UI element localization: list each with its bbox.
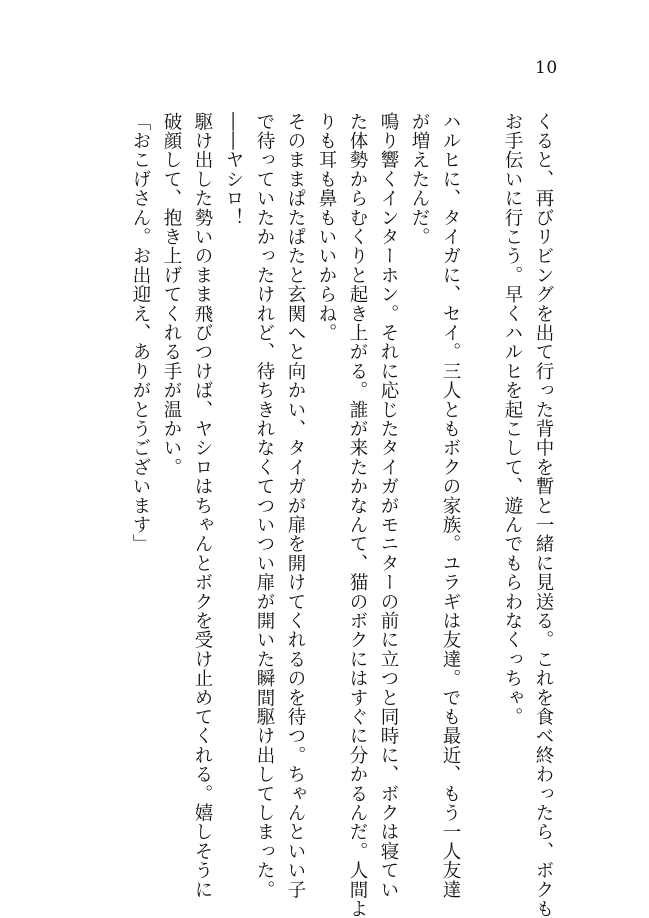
- text-line: た体勢からむくりと起き上がる。誰が来たかなんて、猫のボクにはすぐに分かるんだ。人間よ: [347, 112, 368, 918]
- text-line: [466, 112, 497, 832]
- text-line: 鳴り響くインターホン。それに応じたタイガがモニターの前に立つと同時に、ボクは寝てい: [378, 112, 399, 900]
- text-line: 駆け出した勢いのまま飛びつけば、ヤシロはちゃんとボクを受け止めてくれる。嬉しそうに: [192, 112, 213, 900]
- text-line: 「おこげさん。お出迎え、ありがとうございます」: [130, 112, 151, 554]
- text-line: で待っていたかったけれど、待ちきれなくてついつい扉が開いた瞬間駆け出してしまった。: [254, 112, 275, 900]
- text-line: お手伝いに行こう。早くハルヒを起こして、遊んでもらわなくっちゃ。: [502, 112, 523, 727]
- text-line: が増えたんだ。: [409, 112, 430, 247]
- text-line: ハルヒに、タイガに、セイ。三人ともボクの家族。ユラギは友達。でも最近、もう一人友達: [440, 112, 461, 900]
- text-line: りも耳も鼻もいいからね。: [316, 112, 337, 343]
- body-text: [39, 112, 559, 918]
- text-line: そのままぱたぱたと玄関へと向かい、タイガが扉を開けてくれるのを待つ。ちゃんといい子: [285, 112, 306, 900]
- text-line: ――ヤシロ！: [223, 112, 244, 228]
- text-line: 破顔して、抱き上げてくれる手が温かい。: [161, 112, 182, 477]
- text-line: くると、再びリビングを出て行った背中を暫と一緒に見送る。これを食べ終わったら、ボクも: [533, 112, 554, 918]
- page-number: 10: [535, 58, 558, 78]
